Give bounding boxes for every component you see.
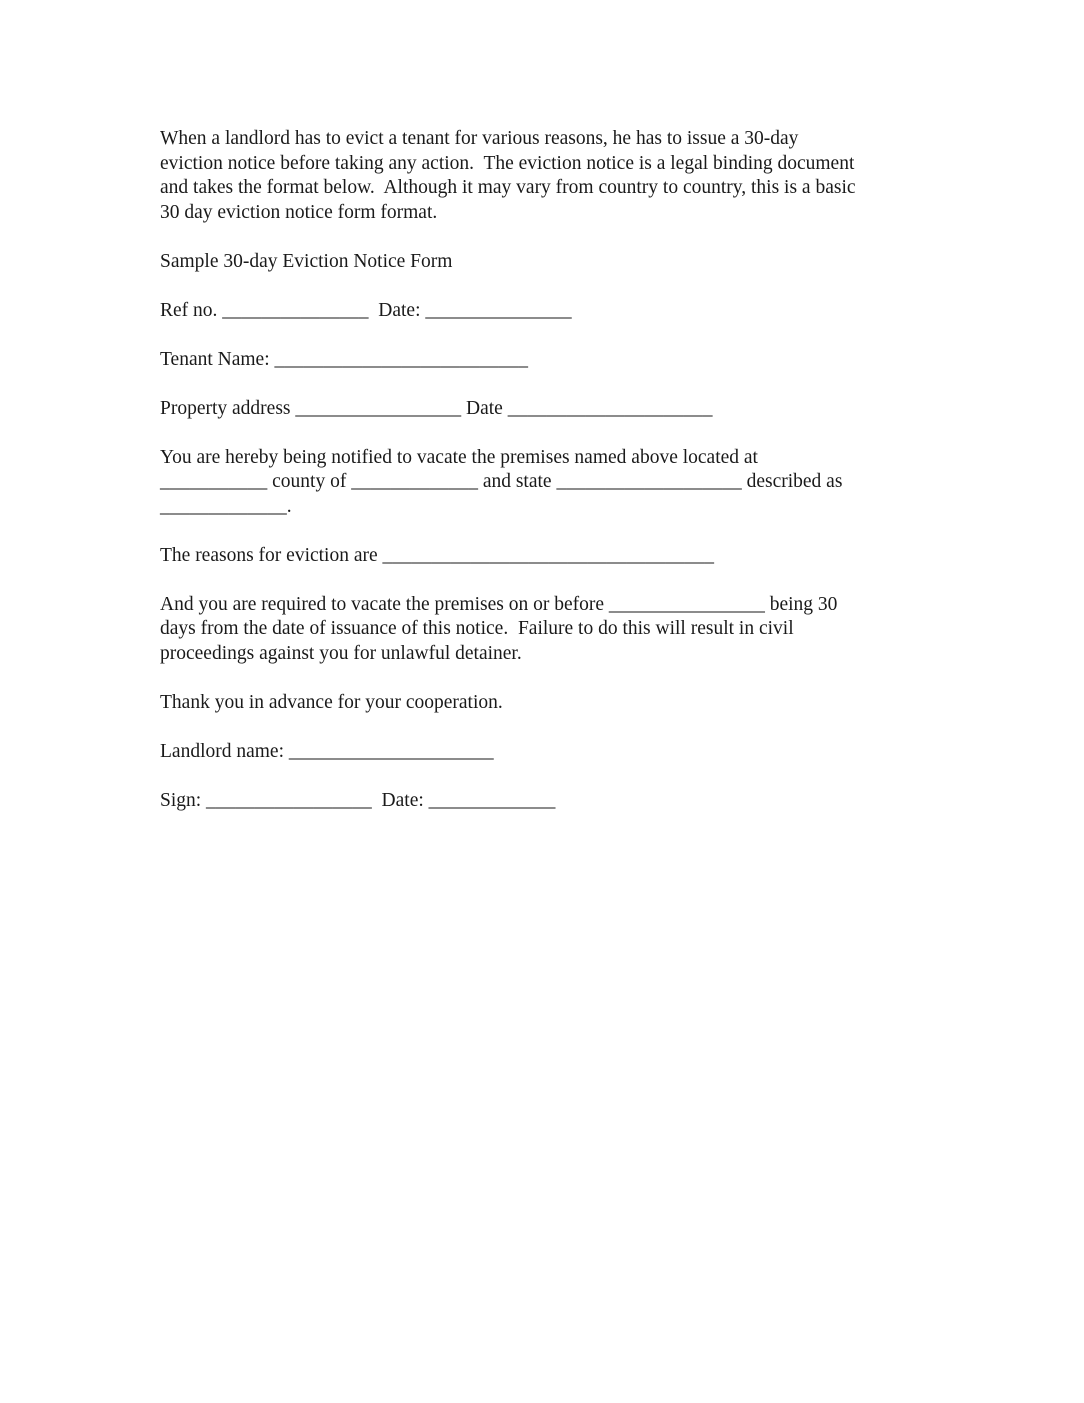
intro-line-1: When a landlord has to evict a tenant for various reasons, he has to issue a 30-day xyxy=(160,128,799,149)
vacate-line-3: proceedings against you for unlawful detainer. xyxy=(160,642,522,664)
vacate-paragraph xyxy=(160,593,940,667)
property-address-field xyxy=(160,397,940,422)
tenant-name-text: Tenant Name: __________________________ xyxy=(160,348,529,370)
form-title xyxy=(160,250,940,275)
notify-line-3: _____________. xyxy=(160,495,292,517)
landlord-name-field xyxy=(160,740,940,765)
intro-line-3: and takes the format below. Although it may vary from country to country, this is a basic xyxy=(160,177,856,198)
thanks-text: Thank you in advance for your cooperation. xyxy=(160,691,503,713)
thanks-paragraph xyxy=(160,691,940,716)
reasons-text: The reasons for eviction are __________________________________ xyxy=(160,544,715,566)
property-address-text: Property address _________________ Date _____________________ xyxy=(160,397,713,419)
sign-date-field xyxy=(160,789,940,814)
tenant-name-field xyxy=(160,348,940,373)
intro-paragraph xyxy=(160,127,940,225)
form-title-text: Sample 30-day Eviction Notice Form xyxy=(160,250,453,272)
notify-line-2: ___________ county of _____________ and state ___________________ described as xyxy=(160,471,843,492)
intro-line-4: 30 day eviction notice form format. xyxy=(160,201,438,223)
intro-line-2: eviction notice before taking any action. The eviction notice is a legal binding document xyxy=(160,152,855,174)
document-body xyxy=(160,127,940,838)
vacate-line-2: days from the date of issuance of this notice. Failure to do this will result in civil xyxy=(160,618,794,639)
sign-date-text: Sign: _________________ Date: _____________ xyxy=(160,789,556,811)
notify-line-1: You are hereby being notified to vacate the premises named above located at xyxy=(160,446,758,468)
reasons-field xyxy=(160,544,940,569)
ref-date-text: Ref no. _______________ Date: _______________ xyxy=(160,299,572,321)
ref-date-field xyxy=(160,299,940,324)
notify-paragraph xyxy=(160,446,940,520)
vacate-line-1: And you are required to vacate the premises on or before ________________ being 30 xyxy=(160,593,838,615)
landlord-name-text: Landlord name: _____________________ xyxy=(160,740,494,762)
